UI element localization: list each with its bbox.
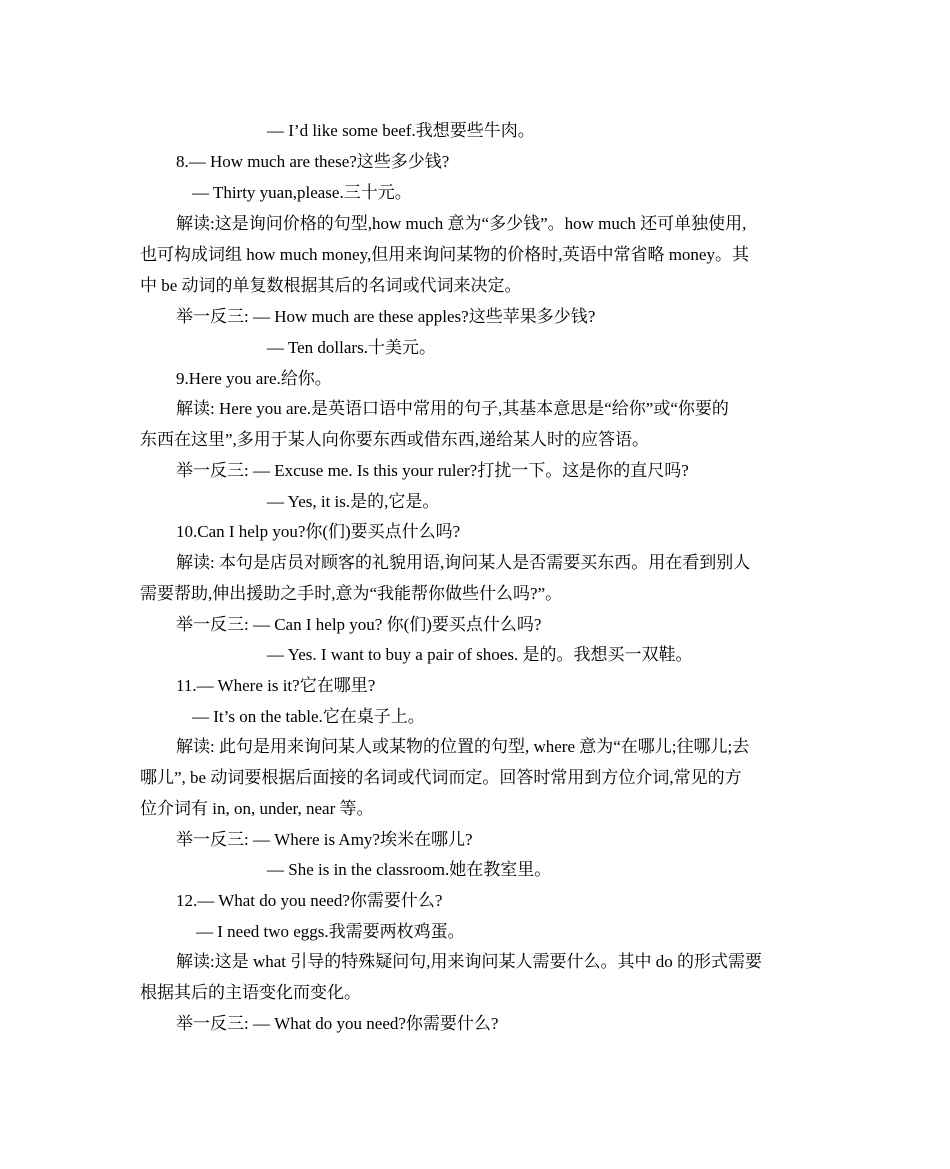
item-12-question: 12.— What do you need?你需要什么? <box>176 891 443 910</box>
item-11-answer: — It’s on the table.它在桌子上。 <box>192 707 425 726</box>
item-8-explanation-line-3: 中 be 动词的单复数根据其后的名词或代词来决定。 <box>140 276 522 295</box>
item-8-example-answer: — Ten dollars.十美元。 <box>267 338 436 357</box>
item-9-heading: 9.Here you are.给你。 <box>176 369 332 388</box>
item-11-example-question: 举一反三: — Where is Amy?埃米在哪儿? <box>176 830 473 849</box>
item-10-heading: 10.Can I help you?你(们)要买点什么吗? <box>176 522 461 541</box>
item-12-explanation-line-2: 根据其后的主语变化而变化。 <box>140 983 361 1002</box>
dialogue-answer-beef: — I’d like some beef.我想要些牛肉。 <box>267 121 535 140</box>
item-11-explanation-line-2: 哪儿”, be 动词要根据后面接的名词或代词而定。回答时常用到方位介词,常见的方 <box>140 768 742 787</box>
item-11-question: 11.— Where is it?它在哪里? <box>176 676 376 695</box>
item-10-explanation-line-2: 需要帮助,伸出援助之手时,意为“我能帮你做些什么吗?”。 <box>140 584 563 603</box>
item-12-example-question: 举一反三: — What do you need?你需要什么? <box>176 1014 499 1033</box>
item-8-explanation-line-2: 也可构成词组 how much money,但用来询问某物的价格时,英语中常省略 money。其 <box>140 245 749 264</box>
item-11-example-answer: — She is in the classroom.她在教室里。 <box>267 860 552 879</box>
item-12-answer: — I need two eggs.我需要两枚鸡蛋。 <box>196 922 465 941</box>
item-8-question: 8.— How much are these?这些多少钱? <box>176 152 450 171</box>
item-9-explanation-line-2: 东西在这里”,多用于某人向你要东西或借东西,递给某人时的应答语。 <box>140 430 650 449</box>
item-8-example-question: 举一反三: — How much are these apples?这些苹果多少钱? <box>176 307 596 326</box>
item-8-answer: — Thirty yuan,please.三十元。 <box>192 183 412 202</box>
item-10-example-question: 举一反三: — Can I help you? 你(们)要买点什么吗? <box>176 615 542 634</box>
item-11-explanation-line-3: 位介词有 in, on, under, near 等。 <box>140 799 374 818</box>
item-9-example-question: 举一反三: — Excuse me. Is this your ruler?打扰一下。这是你的直尺吗? <box>176 461 689 480</box>
item-10-example-answer: — Yes. I want to buy a pair of shoes. 是的。我想买一双鞋。 <box>267 645 693 664</box>
item-11-explanation-line-1: 解读: 此句是用来询问某人或某物的位置的句型, where 意为“在哪儿;往哪儿;去 <box>176 737 750 756</box>
item-9-explanation-line-1: 解读: Here you are.是英语口语中常用的句子,其基本意思是“给你”或“你要的 <box>176 399 729 418</box>
item-12-explanation-line-1: 解读:这是 what 引导的特殊疑问句,用来询问某人需要什么。其中 do 的形式需要 <box>176 952 763 971</box>
item-8-explanation-line-1: 解读:这是询问价格的句型,how much 意为“多少钱”。how much 还可单独使用, <box>176 214 747 233</box>
item-10-explanation-line-1: 解读: 本句是店员对顾客的礼貌用语,询问某人是否需要买东西。用在看到别人 <box>176 553 751 572</box>
item-9-example-answer: — Yes, it is.是的,它是。 <box>267 492 440 511</box>
